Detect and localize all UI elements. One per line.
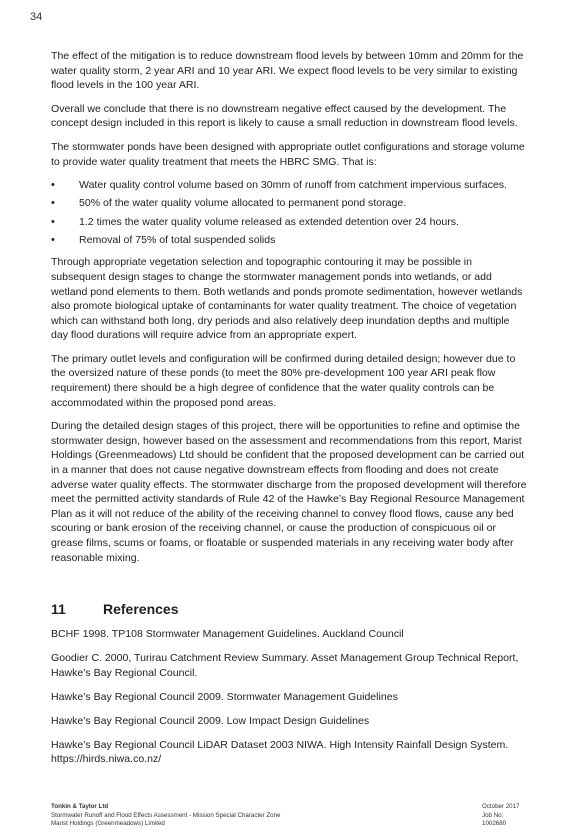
footer-client: Marist Holdings (Greenmeadows) Limited [51,820,165,828]
paragraph-outlet-levels: The primary outlet levels and configuration will be confirmed during detailed design; however due to the oversized nature of these ponds (to meet the 80% pre-development 100 year ARI peak flow requirement) there should be a high degree of confidence that the water quality controls can be accommodated within the proposed pond areas. [51,352,516,409]
paragraph-ponds-design: The stormwater ponds have been designed with appropriate outlet configurations and storage volume to provide water quality treatment that meets the HBRC SMG. That is: [51,140,525,168]
paragraph-wetlands: Through appropriate vegetation selection and topographic contouring it may be possible in subsequent design stages to change the stormwater management ponds into wetlands, or add wetland pond elements to them. Both wetlands and ponds promote sedimentation, however wetlands also promote biological uptake of contaminants for water quality treatment. The choice of vegetation which can withstand both long, dry periods and also relatively deep inundation depths and multiple day flood durations will require advice from an appropriate expert. [51,256,523,342]
bullet-icon: • [51,233,55,246]
bullet-icon: • [51,179,55,192]
footer-job-number: Job No: 1002680 [482,811,507,828]
footer-left [51,803,351,829]
paragraph-mitigation: The effect of the mitigation is to reduce downstream flood levels by between 10mm and 20mm for the water quality storm, 2 year ARI and 10 year ARI. We expect flood levels to be very similar to existing flood levels in the 100 year ARI. [51,50,524,92]
reference-item: Hawke’s Bay Regional Council 2009. Low Impact Design Guidelines [51,714,370,727]
bullet-icon: • [51,197,55,210]
reference-item: BCHF 1998. TP108 Stormwater Management Guidelines. Auckland Council [51,628,404,640]
list-item: • Removal of 75% of total suspended solids [51,233,276,246]
paragraph-detailed-design: During the detailed design stages of this project, there will be opportunities to refine and optimise the stormwater design, however based on the assessment and recommendations from this report, Marist Holdings (Greenmeadows) Ltd should be confident that the proposed development can be carried out in a manner that does not cause negative downstream effects from flooding and does not create adverse water quality effects. The stormwater discharge from the proposed development will therefore meet the permitted activity standards of Rule 42 of the Hawke’s Bay Regional Resource Management Plan as it will not reduce of the ability of the receiving channel to convey flood flows, cause any bed scouring or bank erosion of the receiving channel, or cause the production of conspicuous oil or grease films, scums or foams, or floatable or suspended materials in any receiving water body after reasonable mixing. [51,420,527,564]
section-number: 11 [51,601,66,617]
page-number: 34 [30,11,43,23]
body-text [51,49,529,574]
reference-item: Hawke’s Bay Regional Council LiDAR Dataset 2003 NIWA. High Intensity Rainfall Design System. https://hirds.niwa.co.nz/ [51,738,509,766]
footer-report-title: Stormwater Runoff and Flood Effects Assessment - Mission Special Character Zone [51,811,281,819]
list-item: • 50% of the water quality volume allocated to permanent pond storage. [51,197,407,210]
criteria-list [51,178,529,247]
footer-date: October 2017 [482,803,520,810]
reference-item: Hawke’s Bay Regional Council 2009. Stormwater Management Guidelines [51,690,398,703]
bullet-icon: • [51,215,55,228]
reference-item: Goodier C. 2000, Turirau Catchment Review Summary. Asset Management Group Technical Report, Hawke’s Bay Regional Council. [51,651,519,679]
footer-company: Tonkin & Taylor Ltd [51,803,109,810]
section-title: References [103,601,179,617]
footer-right [482,803,528,829]
references-list [51,627,531,776]
list-item: • Water quality control volume based on 30mm of runoff from catchment impervious surfaces. [51,179,507,192]
paragraph-conclusion: Overall we conclude that there is no downstream negative effect caused by the development. The concept design included in this report is likely to cause a small reduction in downstream flood levels. [51,102,518,130]
list-item: • 1.2 times the water quality volume released as extended detention over 24 hours. [51,215,459,228]
section-heading [51,601,179,617]
